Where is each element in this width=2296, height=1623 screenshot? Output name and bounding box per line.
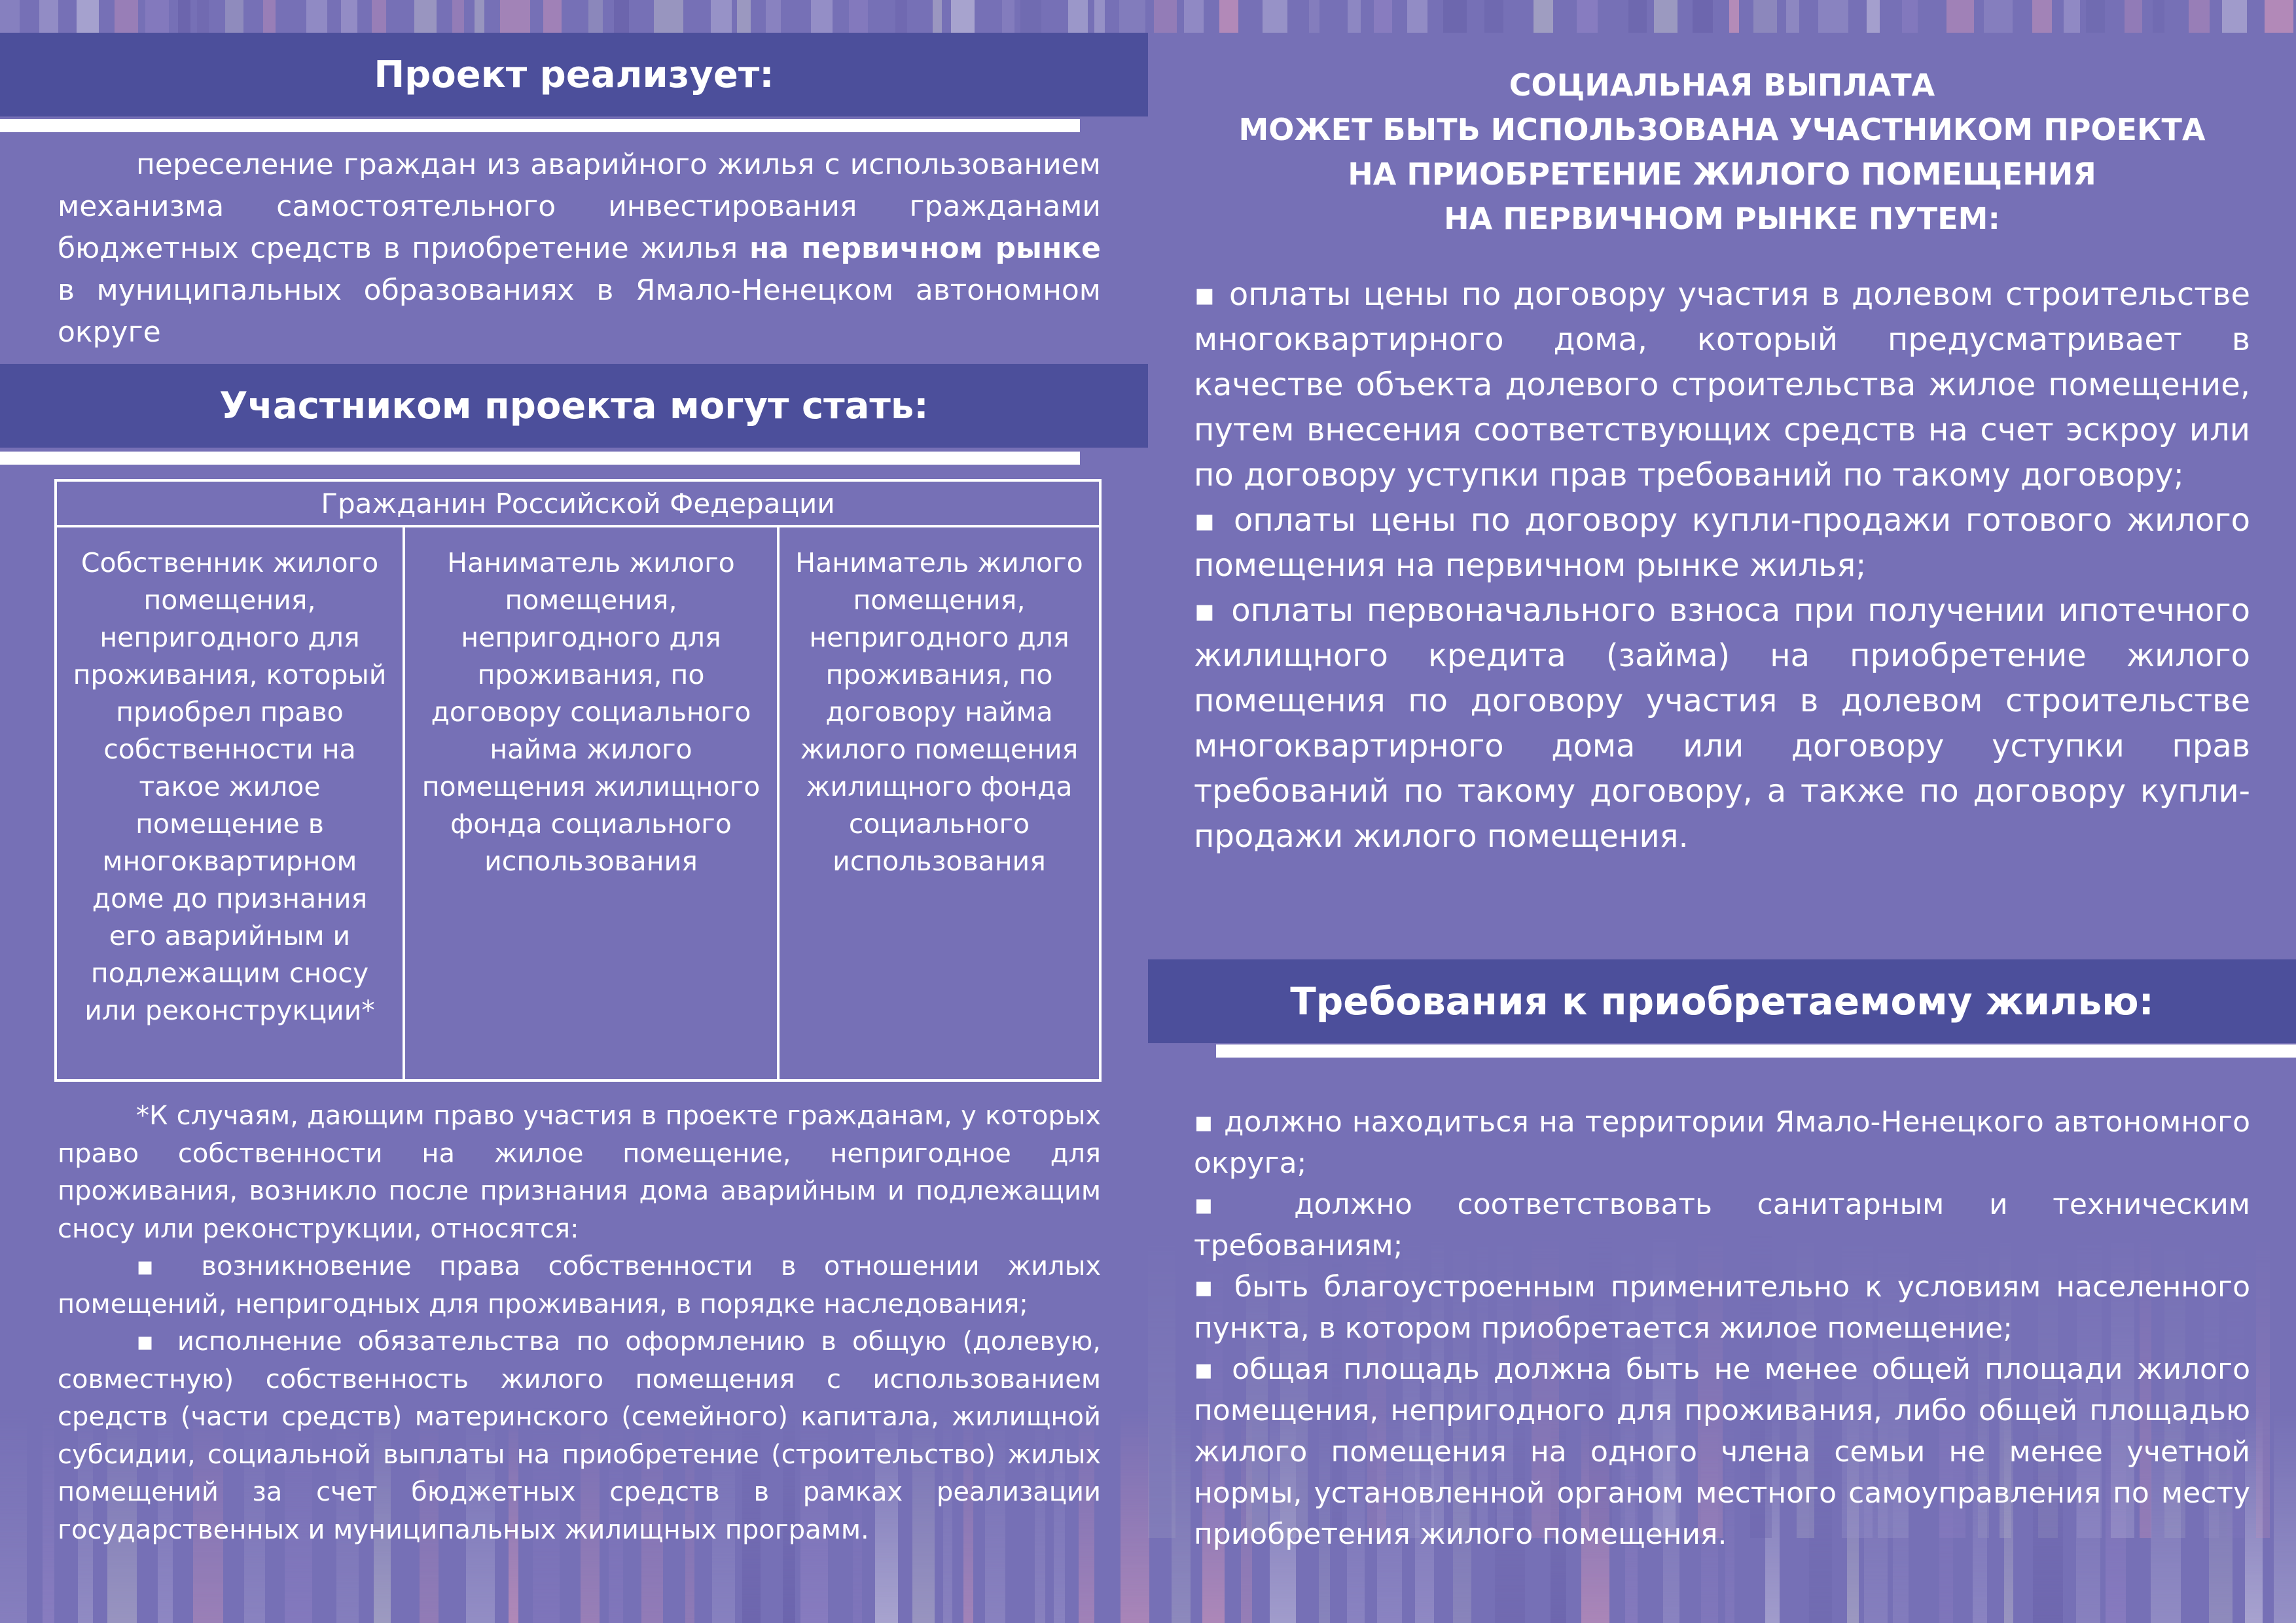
table-header: Гражданин Российской Федерации <box>57 482 1099 527</box>
list-item: ▪ оплаты первоначального взноса при получении ипотечного жилищного кредита (займа) на приобретение жилого помещения по договору участия в долевом строительстве многоквартирного дома или договору уступки прав требований по такому договору, а также по договору купли-продажи жилого помещения. <box>1194 592 2250 855</box>
participants-header: Участником проекта могут стать: <box>219 384 929 427</box>
list-item: ▪ оплаты цены по договору участия в долевом строительстве многоквартирного дома, который предусматривает в качестве объекта долевого строительства жилое помещение, путем внесения соответствующих средств на счет эскроу или по договору уступки прав требований по такому договору; <box>1194 276 2250 493</box>
table-cell-owner: Собственник жилого помещения, непригодного для проживания, который приобрел право собственности на такое жилое помещение в многоквартирном доме до признания его аварийным и подлежащим сносу или реконструкции* <box>73 547 387 1026</box>
table-cell-tenant: Наниматель жилого помещения, непригодного для проживания, по договору найма жилого помещения жилищного фонда социального использования <box>777 527 1099 1079</box>
footnote-item-obligation: ▪ исполнение обязательства по оформлению в общую (долевую, совместную) собственность жилого помещения с использованием средств (части средств) материнского (семейного) капитала, жилищной субсидии, социальной выплаты на приобретение (строительство) жилых помещений за счет бюджетных средств в рамках реализации государственных и муниципальных жилищных программ. <box>58 1327 1101 1545</box>
payment-methods-list <box>1194 272 2250 859</box>
footnote-intro: *К случаям, дающим право участия в проекте гражданам, у которых право собственности на жилое помещение, непригодное для проживания, возникло после признания дома аварийным и подлежащим сносу или реконструкции, относятся: <box>58 1101 1101 1244</box>
participants-table <box>54 479 1102 1082</box>
project-header: Проект реализует: <box>374 53 774 96</box>
project-header-bar <box>0 33 1148 116</box>
right-panel <box>1148 0 2296 1623</box>
participants-header-bar <box>0 364 1148 448</box>
requirements-header-underline <box>1216 1044 2296 1058</box>
requirements-header: Требования к приобретаемому жилью: <box>1290 979 2154 1024</box>
footnote-item-inheritance: ▪ возникновение права собственности в отношении жилых помещений, непригодных для проживания, в порядке наследования; <box>58 1251 1101 1319</box>
requirements-header-bar <box>1148 959 2296 1043</box>
list-item: ▪ должно находиться на территории Ямало-Ненецкого автономного округа; <box>1194 1105 2250 1180</box>
project-header-underline <box>0 119 1080 132</box>
footnote <box>58 1097 1101 1549</box>
project-description: переселение граждан из аварийного жилья с использованием механизма самостоятельного инвестирования гражданами бюджетных средств в приобретение жилья на первичном рынке в муниципальных образованиях в Ямало-Ненецком автономном округе <box>58 148 1101 349</box>
table-cell-social-tenant: Наниматель жилого помещения, непригодного для проживания, по договору социального найма жилого помещения жилищного фонда социального использования <box>403 527 777 1079</box>
list-item: ▪ быть благоустроенным применительно к условиям населенного пункта, в котором приобретается жилое помещение; <box>1194 1270 2250 1345</box>
list-item: ▪ общая площадь должна быть не менее общей площади жилого помещения, непригодного для проживания, либо общей площадью жилого помещения на одного члена семьи не менее учетной нормы, установленной органом местного самоуправления по месту приобретения жилого помещения. <box>1194 1353 2250 1551</box>
list-item: ▪ оплаты цены по договору купли-продажи готового жилого помещения на первичном рынке жилья; <box>1194 502 2250 584</box>
list-item: ▪ должно соответствовать санитарным и техническим требованиям; <box>1194 1188 2250 1262</box>
social-payment-title: СОЦИАЛЬНАЯ ВЫПЛАТА МОЖЕТ БЫТЬ ИСПОЛЬЗОВАНА УЧАСТНИКОМ ПРОЕКТА НА ПРИОБРЕТЕНИЕ ЖИЛОГО ПОМЕЩЕНИЯ НА ПЕРВИЧНОМ РЫНКЕ ПУТЕМ: <box>1238 67 2206 236</box>
requirements-list <box>1194 1101 2250 1555</box>
participants-header-underline <box>0 452 1080 465</box>
